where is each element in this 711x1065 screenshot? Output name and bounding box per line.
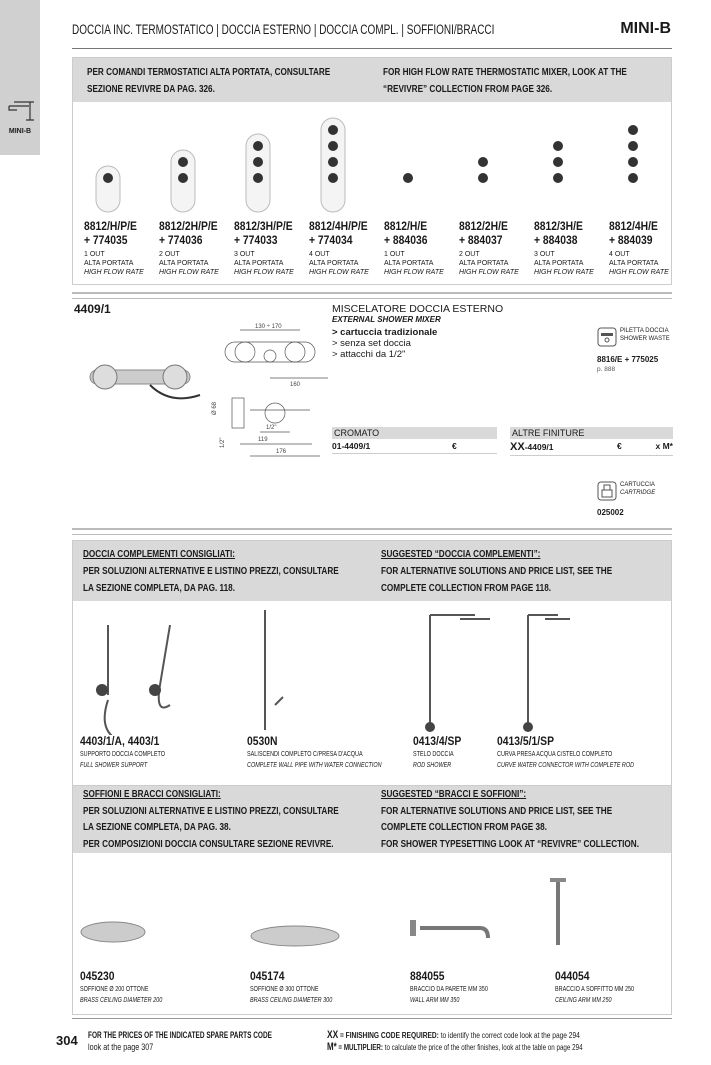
thermo-it: ALTA PORTATA <box>534 260 584 267</box>
thermo-en: HIGH FLOW RATE <box>534 269 594 276</box>
cartridge-label: CARTUCCIA <box>620 482 655 488</box>
arms-desc: BRACCIO DA PARETE MM 350 <box>410 986 488 993</box>
note-line: COMPLETE COLLECTION FROM PAGE 38. <box>381 821 547 833</box>
altre-header: ALTRE FINITURE <box>510 427 673 439</box>
spare-note: look at the page 307 <box>88 1042 154 1052</box>
note-heading: SOFFIONI E BRACCI CONSIGLIATI: <box>83 788 221 800</box>
thermo-out: 4 OUT <box>609 251 630 258</box>
thermo-code: 8812/2H/P/E <box>159 221 218 233</box>
legend-key: XX <box>327 1029 339 1041</box>
arms-desc-en: CEILING ARM MM 250 <box>555 997 612 1004</box>
arms-item <box>80 970 185 1005</box>
spare-note: FOR THE PRICES OF THE INDICATED SPARE PARTS CODE <box>88 1030 272 1040</box>
thermo-code: 8812/4H/E <box>609 221 658 233</box>
divider <box>72 1018 672 1019</box>
note-heading: DOCCIA COMPLEMENTI CONSIGLIATI: <box>83 548 235 560</box>
thermo-code: 8812/3H/E <box>534 221 583 233</box>
compl-item <box>413 735 467 770</box>
arms-code: 884055 <box>410 971 445 983</box>
thermo-code2: + 774035 <box>84 235 128 247</box>
note-line: PER SOLUZIONI ALTERNATIVE E LISTINO PREZZI, CONSULTARE <box>83 565 339 577</box>
compl-code: 4403/1/A, 4403/1 <box>80 736 160 748</box>
arms-desc-en: WALL ARM MM 350 <box>410 997 460 1004</box>
arms-desc: BRACCIO A SOFFITTO MM 250 <box>555 986 635 993</box>
thermo-code2: + 774036 <box>159 235 203 247</box>
thermo-code2: + 884039 <box>609 235 653 247</box>
complementi-note <box>73 541 671 601</box>
divider <box>72 528 672 535</box>
compl-code: 0530N <box>247 736 278 748</box>
mixer-technical-drawing <box>210 320 330 460</box>
thermo-item <box>309 110 383 280</box>
arms-desc-en: BRASS CEILING DIAMETER 300 <box>250 997 333 1004</box>
dim-label: 1/2" <box>220 437 226 448</box>
thermo-it: ALTA PORTATA <box>384 260 434 267</box>
faucet-icon <box>8 96 34 124</box>
thermo-item <box>384 110 458 280</box>
thermo-it: ALTA PORTATA <box>309 260 359 267</box>
arms-item <box>555 970 656 1005</box>
arms-note <box>73 786 671 853</box>
arms-code: 045230 <box>80 971 115 983</box>
thermostat-image <box>315 116 355 221</box>
thermo-item <box>459 110 533 280</box>
thermo-item <box>159 110 233 280</box>
thermo-en: HIGH FLOW RATE <box>84 269 144 276</box>
price-cromato <box>332 427 497 454</box>
dim-label: Ø 68 <box>212 401 218 415</box>
thermo-out: 1 OUT <box>84 251 105 258</box>
feature: > senza set doccia <box>332 338 411 349</box>
thermo-code: 8812/2H/E <box>459 221 508 233</box>
m-legend <box>327 1041 583 1053</box>
thermo-en: HIGH FLOW RATE <box>309 269 369 276</box>
legend-text: to identify the correct code look at the page 294 <box>438 1030 580 1040</box>
note-heading: SUGGESTED “BRACCI E SOFFIONI”: <box>381 788 527 800</box>
compl-desc-en: FULL SHOWER SUPPORT <box>80 762 148 769</box>
compl-item <box>497 735 673 770</box>
legend-text: to calculate the price of the other finishes, look at the table on page 294 <box>382 1042 583 1052</box>
divider <box>72 292 672 299</box>
mixer-code: 4409/1 <box>74 302 111 316</box>
thermo-out: 2 OUT <box>159 251 180 258</box>
note-line: PER COMANDI TERMOSTATICI ALTA PORTATA, CONSULTARE <box>87 66 331 78</box>
brand-title: MINI-B <box>620 20 671 37</box>
compl-item <box>80 735 189 770</box>
note-line: PER SOLUZIONI ALTERNATIVE E LISTINO PREZZI, CONSULTARE <box>83 804 339 817</box>
compl-desc-en: ROD SHOWER <box>413 762 452 769</box>
dim-label: 119 <box>258 437 268 443</box>
waste-code: 8816/E + 775025 <box>597 355 659 364</box>
cartridge-icon <box>597 481 617 501</box>
thermo-item <box>609 110 683 280</box>
arms-desc: SOFFIONE Ø 200 OTTONE <box>80 986 149 993</box>
mixer-image <box>80 355 210 415</box>
feature: > cartuccia tradizionale <box>332 327 438 338</box>
compl-desc-en: CURVE WATER CONNECTOR WITH COMPLETE ROD <box>497 762 635 769</box>
thermo-en: HIGH FLOW RATE <box>159 269 219 276</box>
thermo-en: HIGH FLOW RATE <box>234 269 294 276</box>
arms-images <box>80 870 680 970</box>
arms-desc-en: BRASS CEILING DIAMETER 200 <box>80 997 163 1004</box>
thermo-en: HIGH FLOW RATE <box>384 269 444 276</box>
dim-label: 130 ÷ 170 <box>255 324 282 330</box>
feature: > attacchi da 1/2" <box>332 349 406 360</box>
arms-item <box>410 970 510 1005</box>
thermo-code: 8812/4H/P/E <box>309 221 368 233</box>
thermo-code2: + 884038 <box>534 235 578 247</box>
thermo-out: 1 OUT <box>384 251 405 258</box>
cromato-header: CROMATO <box>332 427 497 439</box>
thermo-code2: + 774034 <box>309 235 353 247</box>
compl-code: 0413/4/SP <box>413 736 462 748</box>
complementi-images <box>80 605 680 735</box>
arms-code: 044054 <box>555 971 590 983</box>
thermo-code: 8812/3H/P/E <box>234 221 293 233</box>
note-heading: SUGGESTED “DOCCIA COMPLEMENTI”: <box>381 548 541 560</box>
arms-code: 045174 <box>250 971 285 983</box>
compl-item <box>247 735 420 770</box>
note-line: FOR ALTERNATIVE SOLUTIONS AND PRICE LIST, SEE THE <box>381 565 613 577</box>
divider <box>72 48 672 49</box>
note-line: FOR SHOWER TYPESETTING LOOK AT “REVIVRE” COLLECTION. <box>381 837 639 850</box>
altre-code: -4409/1 <box>524 442 554 452</box>
finish-code-prefix: XX <box>510 441 525 453</box>
note-line: PER COMPOSIZIONI DOCCIA CONSULTARE SEZIONE REVIVRE. <box>83 837 334 850</box>
note-line: LA SEZIONE COMPLETA, DA PAG. 118. <box>83 582 236 594</box>
cartridge-code: 025002 <box>597 508 624 517</box>
thermo-it: ALTA PORTATA <box>459 260 509 267</box>
page-header-title: DOCCIA INC. TERMOSTATICO | DOCCIA ESTERNO | DOCCIA COMPL. | SOFFIONI/BRACCI <box>72 22 495 37</box>
compl-desc: SALISCENDI COMPLETO C/PRESA D'ACQUA <box>247 751 363 758</box>
compl-desc: CURVA PRESA ACQUA C/STELO COMPLETO <box>497 751 613 758</box>
thermo-item <box>234 110 308 280</box>
thermo-out: 2 OUT <box>459 251 480 258</box>
page-number: 304 <box>56 1033 78 1048</box>
thermo-en: HIGH FLOW RATE <box>459 269 519 276</box>
thermo-out: 3 OUT <box>234 251 255 258</box>
arms-desc: SOFFIONE Ø 300 OTTONE <box>250 986 319 993</box>
arms-item <box>250 970 355 1005</box>
compl-code: 0413/5/1/SP <box>497 736 554 748</box>
cromato-code: 01-4409/1 <box>332 441 371 451</box>
price-altre <box>510 427 673 456</box>
currency: € <box>452 441 457 451</box>
currency: € <box>617 441 622 451</box>
multiplier: x M* <box>655 441 673 451</box>
waste-label: SHOWER WASTE <box>620 336 670 342</box>
thermo-code2: + 884036 <box>384 235 428 247</box>
thermo-code2: + 774033 <box>234 235 278 247</box>
mixer-title: MISCELATORE DOCCIA ESTERNO <box>332 303 504 315</box>
dim-label: 176 <box>276 449 287 455</box>
side-tab-label: MINI-B <box>8 128 32 135</box>
thermo-code: 8812/H/E <box>384 221 428 233</box>
note-line: FOR HIGH FLOW RATE THERMOSTATIC MIXER, LOOK AT THE <box>383 66 627 78</box>
note-line: COMPLETE COLLECTION FROM PAGE 118. <box>381 582 552 594</box>
thermo-out: 3 OUT <box>534 251 555 258</box>
compl-desc: STELO DOCCIA <box>413 751 454 758</box>
thermo-it: ALTA PORTATA <box>159 260 209 267</box>
note-line: SEZIONE REVIVRE DA PAG. 326. <box>87 83 215 95</box>
thermo-en: HIGH FLOW RATE <box>609 269 669 276</box>
thermo-code: 8812/H/P/E <box>84 221 137 233</box>
compl-desc: SUPPORTO DOCCIA COMPLETO <box>80 751 165 758</box>
thermo-note <box>73 58 671 102</box>
compl-desc-en: COMPLETE WALL PIPE WITH WATER CONNECTION <box>247 762 382 769</box>
note-line: LA SEZIONE COMPLETA, DA PAG. 38. <box>83 821 231 833</box>
thermo-item <box>84 110 158 280</box>
thermo-code2: + 884037 <box>459 235 503 247</box>
legend-key: M* <box>327 1041 337 1053</box>
thermo-it: ALTA PORTATA <box>234 260 284 267</box>
thermo-it: ALTA PORTATA <box>84 260 134 267</box>
dim-label: 1/2" <box>266 425 277 431</box>
thermo-it: ALTA PORTATA <box>609 260 659 267</box>
xx-legend <box>327 1029 597 1041</box>
thermo-out: 4 OUT <box>309 251 330 258</box>
shower-waste-icon <box>597 327 617 347</box>
waste-label: PILETTA DOCCIA <box>620 328 669 334</box>
cartridge-label: CARTRIDGE <box>620 490 656 496</box>
dim-label: 160 <box>290 382 301 388</box>
note-line: “REVIVRE” COLLECTION FROM PAGE 326. <box>383 83 553 95</box>
waste-page: p. 888 <box>597 366 616 373</box>
legend-label: = FINISHING CODE REQUIRED: <box>338 1030 439 1040</box>
note-line: FOR ALTERNATIVE SOLUTIONS AND PRICE LIST, SEE THE <box>381 804 613 817</box>
mixer-subtitle: EXTERNAL SHOWER MIXER <box>332 315 441 324</box>
legend-label: = MULTIPLIER: <box>336 1042 383 1052</box>
thermo-item <box>534 110 608 280</box>
thermostat-image <box>615 116 655 221</box>
